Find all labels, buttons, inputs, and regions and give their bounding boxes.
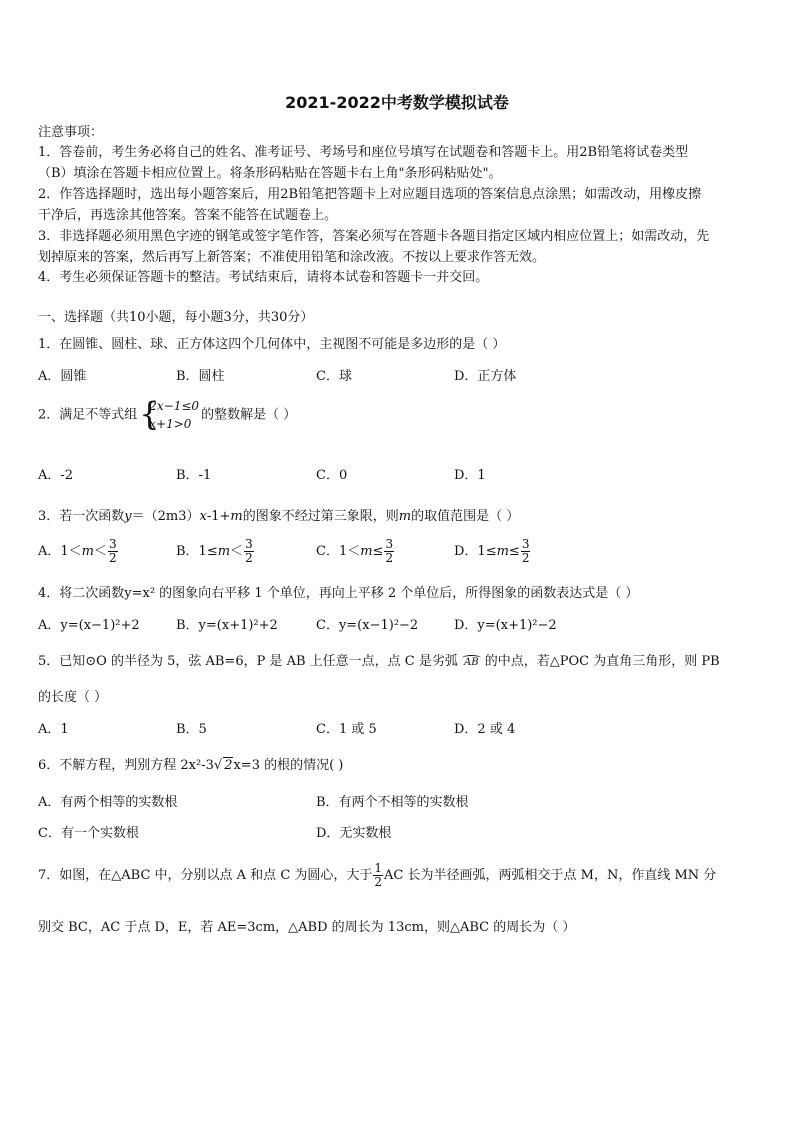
question-4-option-c: C．y=(x−1)²−2 (316, 618, 419, 633)
numerator: 3 (245, 537, 253, 551)
denominator: 2 (245, 551, 253, 565)
question-1-option-a: A．圆锥 (38, 369, 87, 384)
notice-line-5: 3．非选择题必须用黑色字迹的钢笔或签字笔作答，答案必须写在答题卡各题目指定区域内相应位置上；如需改动，先 (38, 229, 710, 244)
option-prefix: C．1＜ (316, 544, 361, 559)
question-3-option-a (38, 538, 119, 565)
relation: ＜ (94, 544, 108, 559)
notice-line-6: 划掉原来的答案，然后再写上新答案；不准使用铅笔和涂改液。不按以上要求作答无效。 (38, 250, 546, 265)
numerator: 3 (109, 537, 117, 551)
question-2-prefix: 2．满足不等式组 (38, 407, 138, 423)
question-5-option-a: A．1 (38, 722, 69, 737)
question-6-prefix: 6．不解方程，判别方程 2x²-3 (38, 758, 214, 773)
question-7-prefix: 7．如图，在△ABC 中，分别以点 A 和点 C 为圆心，大于 (38, 868, 373, 883)
denominator: 2 (109, 551, 117, 565)
sqrt-radicand: 2 (224, 758, 233, 773)
question-3-const: -1+ (206, 509, 231, 524)
denominator: 2 (385, 551, 394, 565)
notice-line-4: 干净后，再选涂其他答案。答案不能答在试题卷上。 (38, 208, 338, 223)
var-m: m (230, 509, 243, 524)
question-6-option-b: B．有两个不相等的实数根 (316, 795, 469, 810)
question-2-option-c: C．0 (316, 468, 348, 483)
question-3-middle: 的图象不经过第三象限，则 (242, 509, 399, 524)
option-prefix: B．1≤ (176, 544, 218, 559)
question-5-suffix: 的中点，若△POC 为直角三角形，则 PB (484, 654, 720, 669)
fraction (373, 862, 383, 889)
question-7-line-2: 别交 BC，AC 于点 D，E，若 AE=3cm，△ABD 的周长为 13cm，则△ABC 的周长为（ ） (38, 920, 576, 935)
question-2-suffix: 的整数解是（ ） (201, 407, 297, 423)
question-5-line-2: 的长度（ ） (38, 690, 108, 705)
numerator: 1 (374, 861, 383, 875)
question-2-option-a: A．-2 (38, 468, 74, 483)
notice-line-1: 1．答卷前，考生务必将自己的姓名、准考证号、考场号和座位号填写在试题卷和答题卡上。用2B铅笔将试卷类型 (38, 145, 689, 160)
fraction (244, 538, 254, 565)
var-m: m (496, 544, 509, 559)
numerator: 3 (521, 537, 530, 551)
relation: ≤ (508, 544, 520, 559)
question-5-option-c: C．1 或 5 (316, 722, 377, 737)
question-4-stem: 4．将二次函数y=x² 的图象向右平移 1 个单位，再向上平移 2 个单位后，所得图象的函数表达式是（ ） (38, 586, 639, 601)
page-title: 2021-2022中考数学模拟试卷 (285, 93, 509, 112)
question-5-stem (38, 650, 720, 669)
question-1-option-d: D．正方体 (454, 369, 517, 384)
fraction (108, 538, 118, 565)
question-6-suffix: x=3 的根的情况( ) (233, 758, 344, 773)
var-x: x (199, 509, 207, 524)
question-3-option-d (454, 538, 531, 565)
notice-line-2: （B）填涂在答题卡相应位置上。将条形码粘贴在答题卡右上角"条形码粘贴处"。 (38, 166, 502, 181)
question-3-option-b (176, 538, 255, 565)
question-3-option-c (316, 538, 395, 565)
question-5-option-b: B．5 (176, 722, 207, 737)
question-4-option-a: A．y=(x−1)²+2 (38, 618, 140, 633)
fraction (384, 538, 394, 565)
question-1-option-b: B．圆柱 (176, 369, 225, 384)
question-5-prefix: 5．已知⊙O 的半径为 5，弦 AB=6，P 是 AB 上任意一点，点 C 是劣弧 (38, 654, 458, 669)
var-m: m (217, 544, 231, 559)
numerator: 3 (385, 537, 394, 551)
question-2-option-d: D．1 (454, 468, 486, 483)
inequality-1: 2x−1≤0 (149, 399, 200, 413)
question-4-option-d: D．y=(x+1)²−2 (454, 618, 557, 633)
question-2-option-b: B．-1 (176, 468, 212, 483)
question-5-option-d: D．2 或 4 (454, 722, 516, 737)
question-3-coef: ＝（2m3） (131, 509, 200, 524)
denominator: 2 (374, 875, 383, 889)
brace-icon: { (139, 395, 160, 433)
section-heading: 一、选择题（共10小题，每小题3分，共30分） (38, 310, 314, 325)
question-3-suffix: 的取值范围是（ ） (411, 509, 520, 524)
question-4-option-b: B．y=(x+1)²+2 (176, 618, 278, 633)
question-6-option-a: A．有两个相等的实数根 (38, 795, 178, 810)
var-m: m (360, 544, 373, 559)
denominator: 2 (521, 551, 530, 565)
option-prefix: D．1≤ (454, 544, 497, 559)
question-7-stem (38, 862, 716, 889)
relation: ≤ (372, 544, 384, 559)
question-2-stem (38, 397, 296, 433)
question-1-stem: 1．在圆锥、圆柱、球、正方体这四个几何体中，主视图不可能是多边形的是（ ） (38, 337, 506, 352)
var-y: y (124, 509, 132, 524)
notice-line-3: 2．作答选择题时，选出每小题答案后，用2B铅笔把答题卡上对应题目选项的答案信息点涂黑；如需改动，用橡皮擦 (38, 187, 702, 202)
relation: ＜ (230, 544, 244, 559)
question-6-stem: 6．不解方程，判别方程 2x²-3√ 2x=3 的根的情况( ) (38, 758, 344, 773)
question-7-suffix: AC 长为半径画弧，两弧相交于点 M，N，作直线 MN 分 (384, 868, 717, 883)
question-6-option-c: C．有一个实数根 (38, 826, 139, 841)
question-3-stem (38, 505, 519, 524)
question-1-option-c: C．球 (316, 369, 352, 384)
option-prefix: A．1＜ (38, 544, 82, 559)
inequality-system (139, 397, 199, 433)
question-3-prefix: 3．若一次函数 (38, 509, 125, 524)
inequality-2: x+1>0 (149, 417, 192, 431)
arc-ab: AB (464, 657, 479, 668)
var-m: m (81, 544, 94, 559)
var-m: m (398, 509, 412, 524)
question-6-option-d: D．无实数根 (316, 826, 392, 841)
fraction (521, 538, 531, 565)
notice-line-7: 4．考生必须保证答题卡的整洁。考试结束后，请将本试卷和答题卡一并交回。 (38, 270, 489, 285)
notice-heading: 注意事项： (38, 125, 104, 140)
